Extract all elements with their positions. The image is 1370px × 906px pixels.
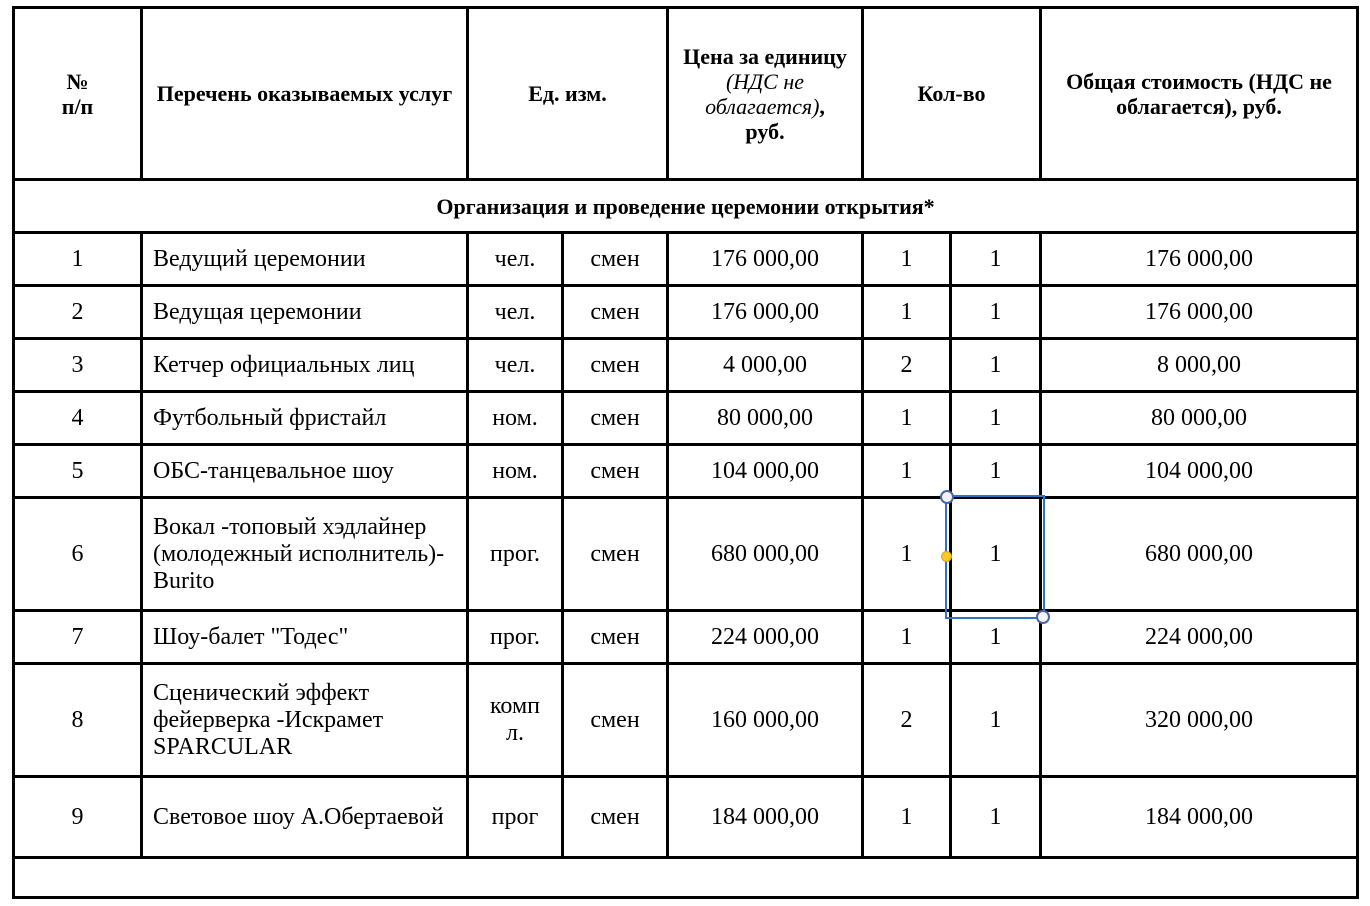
cell-service-name[interactable]: Сценический эффект фейерверка -Искрамет SPARCULAR <box>142 664 468 777</box>
document-table-container <box>12 6 1356 906</box>
cell-service-name[interactable]: Ведущая церемонии <box>142 286 468 339</box>
cell-unit-shift[interactable]: смен <box>563 777 668 858</box>
header-price[interactable]: Цена за единицу (НДС не облагается), руб. <box>668 8 863 180</box>
cell-unit-shift[interactable]: смен <box>563 339 668 392</box>
cell-unit-shift[interactable]: смен <box>563 498 668 611</box>
cell-unit[interactable]: чел. <box>468 286 563 339</box>
cell-next-row[interactable] <box>14 858 1358 898</box>
cell-price[interactable]: 104 000,00 <box>668 445 863 498</box>
cell-unit-shift[interactable]: смен <box>563 233 668 286</box>
cell-unit[interactable]: чел. <box>468 233 563 286</box>
table-row <box>14 233 1358 286</box>
cell-price[interactable]: 160 000,00 <box>668 664 863 777</box>
cell-service-name[interactable]: Футбольный фристайл <box>142 392 468 445</box>
cell-unit-shift[interactable]: смен <box>563 611 668 664</box>
cell-price[interactable]: 80 000,00 <box>668 392 863 445</box>
cell-quantity[interactable]: 1 <box>863 445 951 498</box>
cell-unit-shift[interactable]: смен <box>563 445 668 498</box>
header-price-label: Цена за единицу <box>683 43 847 69</box>
cell-service-name[interactable]: Вокал -топовый хэдлайнер (молодежный исполнитель)-Burito <box>142 498 468 611</box>
cell-number[interactable]: 8 <box>14 664 142 777</box>
cell-service-name[interactable]: Ведущий церемонии <box>142 233 468 286</box>
cell-price[interactable]: 176 000,00 <box>668 286 863 339</box>
cell-quantity[interactable]: 1 <box>863 286 951 339</box>
header-number[interactable]: № п/п <box>14 8 142 180</box>
table-header-row <box>14 8 1358 180</box>
cell-total[interactable]: 224 000,00 <box>1041 611 1358 664</box>
cell-total[interactable]: 680 000,00 <box>1041 498 1358 611</box>
cell-service-name[interactable]: Кетчер официальных лиц <box>142 339 468 392</box>
table-row <box>14 777 1358 858</box>
section-row <box>14 180 1358 233</box>
cell-service-name[interactable]: ОБС-танцевальное шоу <box>142 445 468 498</box>
cell-quantity-shifts[interactable]: 1 <box>951 664 1041 777</box>
table-row <box>14 664 1358 777</box>
header-unit[interactable]: Ед. изм. <box>468 8 668 180</box>
cell-number[interactable]: 7 <box>14 611 142 664</box>
services-price-table <box>12 6 1359 899</box>
cell-total[interactable]: 184 000,00 <box>1041 777 1358 858</box>
cell-total[interactable]: 8 000,00 <box>1041 339 1358 392</box>
cell-unit[interactable]: ном. <box>468 392 563 445</box>
table-row <box>14 339 1358 392</box>
cell-unit-shift[interactable]: смен <box>563 286 668 339</box>
cell-number[interactable]: 5 <box>14 445 142 498</box>
cell-number[interactable]: 2 <box>14 286 142 339</box>
table-row <box>14 611 1358 664</box>
cell-total[interactable]: 80 000,00 <box>1041 392 1358 445</box>
cell-unit[interactable]: прог <box>468 777 563 858</box>
cell-unit[interactable]: прог. <box>468 498 563 611</box>
cell-unit[interactable]: компл. <box>468 664 563 777</box>
section-title[interactable]: Организация и проведение церемонии открытия* <box>14 180 1358 233</box>
cell-unit-shift[interactable]: смен <box>563 392 668 445</box>
cell-quantity-shifts[interactable]: 1 <box>951 445 1041 498</box>
table-row <box>14 286 1358 339</box>
table-row <box>14 445 1358 498</box>
cell-number[interactable]: 4 <box>14 392 142 445</box>
cell-unit[interactable]: прог. <box>468 611 563 664</box>
cell-quantity[interactable]: 2 <box>863 339 951 392</box>
cell-price[interactable]: 224 000,00 <box>668 611 863 664</box>
cell-quantity[interactable]: 1 <box>863 498 951 611</box>
cell-quantity[interactable]: 1 <box>863 233 951 286</box>
cell-quantity-shifts[interactable]: 1 <box>951 611 1041 664</box>
cell-total[interactable]: 176 000,00 <box>1041 233 1358 286</box>
cell-total[interactable]: 176 000,00 <box>1041 286 1358 339</box>
header-quantity[interactable]: Кол-во <box>863 8 1041 180</box>
cell-number[interactable]: 6 <box>14 498 142 611</box>
cell-total[interactable]: 320 000,00 <box>1041 664 1358 777</box>
cell-unit[interactable]: чел. <box>468 339 563 392</box>
cell-quantity-shifts[interactable]: 1 <box>951 339 1041 392</box>
cell-price[interactable]: 680 000,00 <box>668 498 863 611</box>
table-row-partial <box>14 858 1358 898</box>
cell-number[interactable]: 3 <box>14 339 142 392</box>
cell-price[interactable]: 176 000,00 <box>668 233 863 286</box>
cell-number[interactable]: 1 <box>14 233 142 286</box>
cell-quantity-shifts[interactable]: 1 <box>951 392 1041 445</box>
header-price-currency: руб. <box>745 118 785 144</box>
cell-price[interactable]: 184 000,00 <box>668 777 863 858</box>
cell-total[interactable]: 104 000,00 <box>1041 445 1358 498</box>
cell-service-name[interactable]: Световое шоу А.Обертаевой <box>142 777 468 858</box>
cell-unit[interactable]: ном. <box>468 445 563 498</box>
cell-service-name[interactable]: Шоу-балет "Тодес" <box>142 611 468 664</box>
header-services[interactable]: Перечень оказываемых услуг <box>142 8 468 180</box>
cell-quantity[interactable]: 2 <box>863 664 951 777</box>
cell-number[interactable]: 9 <box>14 777 142 858</box>
table-row <box>14 498 1358 611</box>
cell-quantity[interactable]: 1 <box>863 611 951 664</box>
cell-price[interactable]: 4 000,00 <box>668 339 863 392</box>
cell-quantity-shifts[interactable]: 1 <box>951 286 1041 339</box>
header-total[interactable]: Общая стоимость (НДС не облагается), руб. <box>1041 8 1358 180</box>
cell-quantity-shifts[interactable]: 1 <box>951 777 1041 858</box>
cell-quantity-shifts[interactable]: 1 <box>951 233 1041 286</box>
cell-quantity-shifts-selected[interactable]: 1 <box>951 498 1041 611</box>
header-price-vat-note: (НДС не облагается) <box>705 68 820 119</box>
cell-quantity[interactable]: 1 <box>863 777 951 858</box>
cell-quantity[interactable]: 1 <box>863 392 951 445</box>
cell-unit-shift[interactable]: смен <box>563 664 668 777</box>
table-row <box>14 392 1358 445</box>
